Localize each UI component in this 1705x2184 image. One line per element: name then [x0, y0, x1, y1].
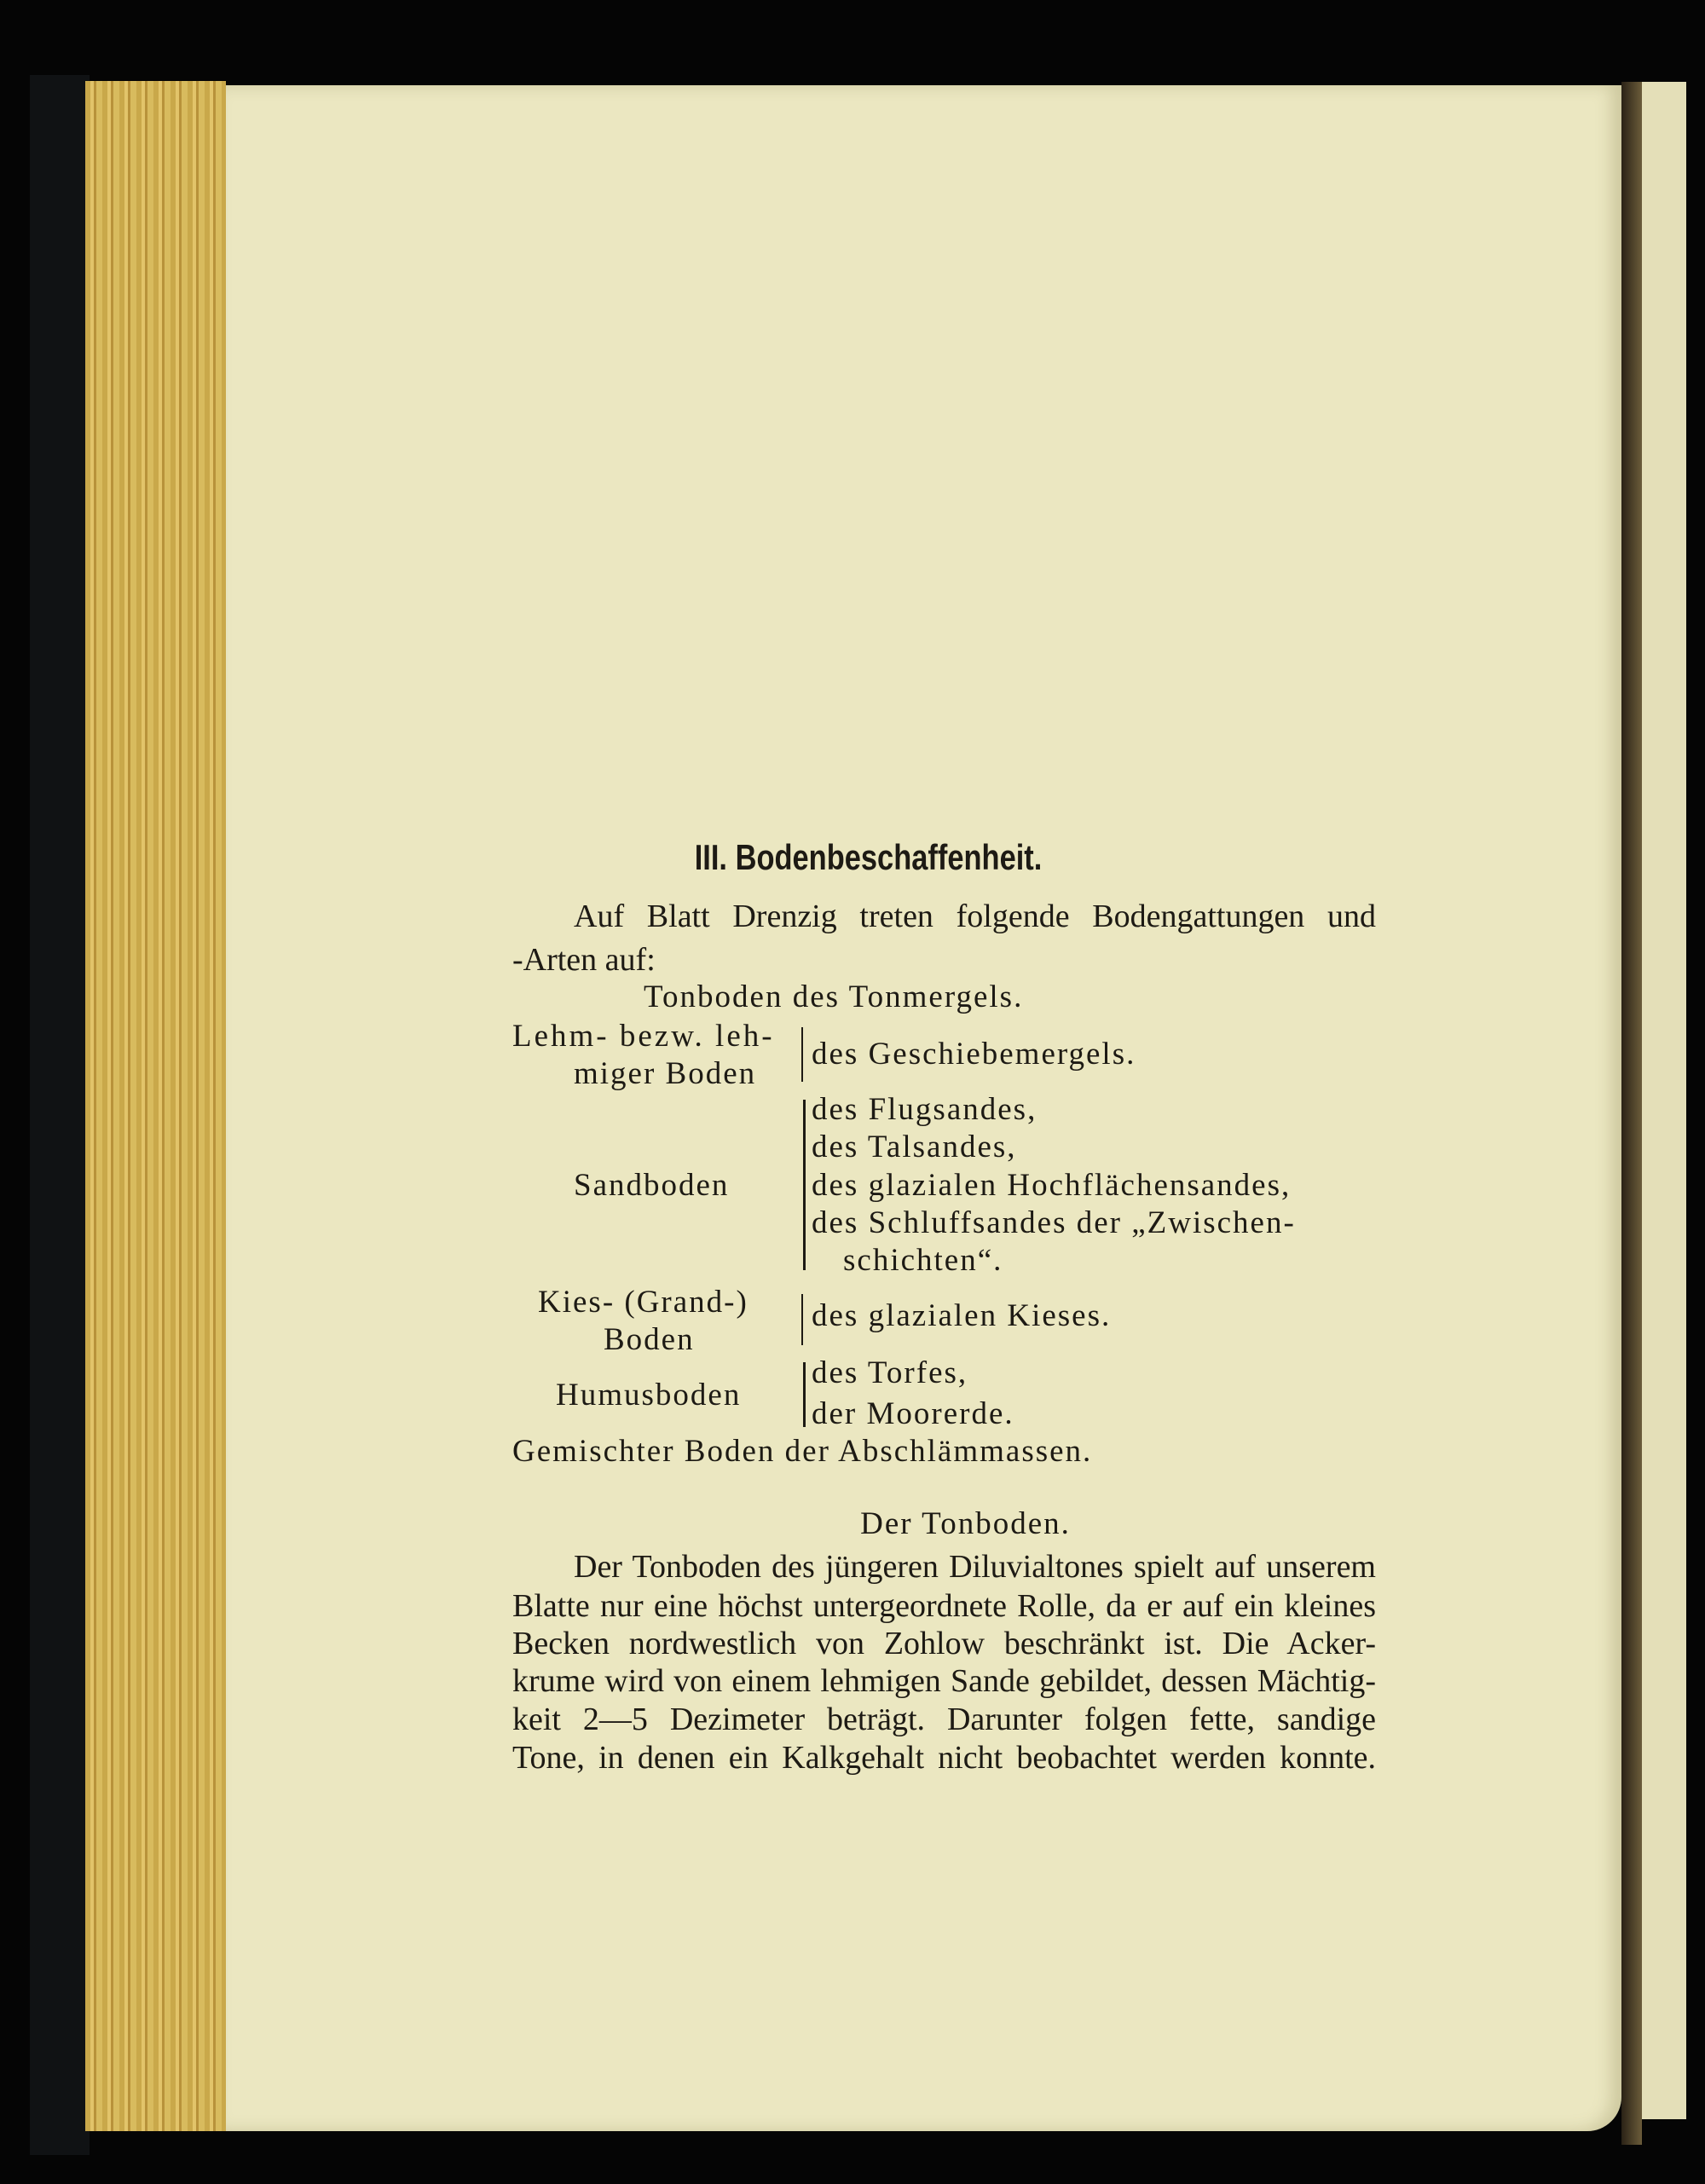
section-heading: III. Bodenbeschaffenheit.: [694, 837, 1043, 877]
item-sand: schichten“.: [843, 1243, 1003, 1278]
label-kies: Boden: [604, 1322, 695, 1357]
brace: [801, 1294, 803, 1345]
book-gutter: [1621, 82, 1642, 2145]
book-cover: [30, 75, 90, 2155]
brace: [801, 1027, 803, 1082]
paragraph-line: Der Tonboden des jüngeren Diluvialtones spielt auf unserem: [574, 1549, 1376, 1585]
paragraph-line: Tone, in denen ein Kalkgehalt nicht beobachtet werden konnte.: [512, 1740, 1376, 1776]
paragraph-line: krume wird von einem lehmigen Sande gebildet, dessen Mächtig-: [512, 1663, 1376, 1699]
item-sand: des Flugsandes,: [812, 1092, 1037, 1127]
subheading: Der Tonboden.: [860, 1506, 1071, 1541]
intro-line: Auf Blatt Drenzig treten folgende Bodengattungen und: [574, 898, 1376, 934]
label-lehm: miger Boden: [574, 1056, 757, 1091]
label-humus: Humusboden: [556, 1378, 742, 1413]
intro-line: -Arten auf:: [512, 942, 656, 978]
item-lehm: des Geschiebemergels.: [812, 1037, 1136, 1072]
table-row-ton: Tonboden des Tonmergels.: [644, 979, 1024, 1014]
brace: [803, 1362, 806, 1427]
page-edges: [85, 81, 226, 2131]
item-humus: des Torfes,: [812, 1355, 968, 1390]
item-kies: des glazialen Kieses.: [812, 1298, 1112, 1333]
item-sand: des Talsandes,: [812, 1130, 1017, 1164]
item-sand: des Schluffsandes der „Zwischen-: [812, 1205, 1296, 1240]
brace: [803, 1100, 806, 1270]
label-kies: Kies- (Grand-): [538, 1285, 748, 1320]
paragraph-line: keit 2—5 Dezimeter beträgt. Darunter folgen fette, sandige: [512, 1702, 1376, 1737]
label-lehm: Lehm- bezw. leh-: [512, 1019, 775, 1054]
facing-page: [1642, 82, 1686, 2119]
item-sand: des glazialen Hochflächensandes,: [812, 1168, 1292, 1203]
item-humus: der Moorerde.: [812, 1396, 1014, 1431]
label-sand: Sandboden: [574, 1168, 730, 1203]
table-row-gemischt: Gemischter Boden der Abschlämmassen.: [512, 1434, 1093, 1469]
paragraph-line: Becken nordwestlich von Zohlow beschränkt ist. Die Acker-: [512, 1626, 1376, 1661]
paragraph-line: Blatte nur eine höchst untergeordnete Rolle, da er auf ein kleines: [512, 1588, 1376, 1624]
